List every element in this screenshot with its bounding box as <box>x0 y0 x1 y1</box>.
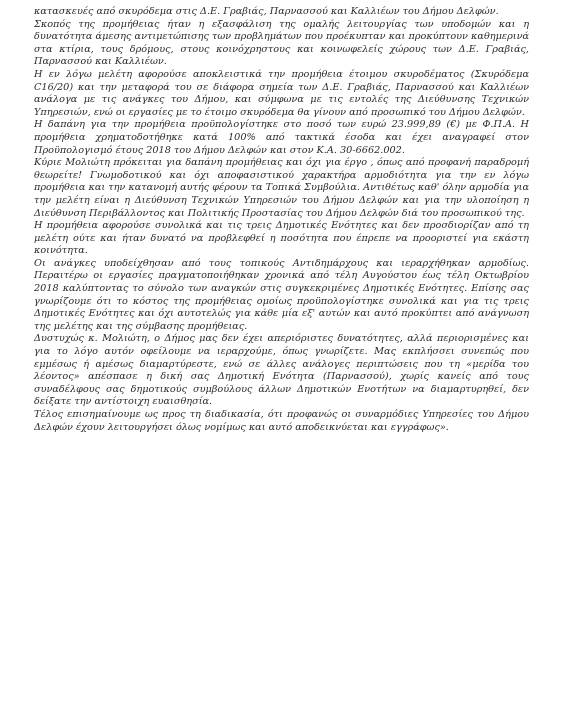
paragraph-allocation: Η προμήθεια αφορούσε συνολικά και τις τρεις Δημοτικές Ενότητες και δεν προσδιορίζαν από τη μελέτη ούτε και ήταν δυνατό να προβλεφθεί η ποσότητα που έπρεπε να προοριστεί για εκάστη κοινότητα. <box>34 220 529 257</box>
document-body <box>34 6 529 434</box>
paragraph-limits: Δυστυχώς κ. Μολιώτη, ο Δήμος μας δεν έχει απεριόριστες δυνατότητες, αλλά περιορισμένες και για το λόγο αυτόν οφείλουμε να ιεραρχούμε, όπως γνωρίζετε. Μας εκπλήσσει συνεπώς που εμμέσως ή αμέσως διαμαρτύρεστε, ενώ σε άλλες ανάλογες περιπτώσεις που τη «μερίδα του λέοντος» απέσπασε η δική σας Δημοτική Ενότητα (Παρνασσού), χωρίς κανείς από τους συναδέλφους σας δημοτικούς συμβούλους άλλων Δημοτικών Ενοτήτων να διαμαρτυρηθεί, δεν δείξατε την αντίστοιχη ευαισθησία. <box>34 333 529 408</box>
paragraph-budget: Η δαπάνη για την προμήθεια προϋπολογίστηκε στο ποσό των ευρώ 23.999,89 (€) με Φ.Π.Α. Η προμήθεια χρηματοδοτήθηκε κατά 100% από τακτικά έσοδα και έχει αναγραφεί στον Προϋπολογισμό έτους 2018 του Δήμου Δελφών και στον Κ.Α. 30-6662.002. <box>34 119 529 156</box>
paragraph-study-scope: Η εν λόγω μελέτη αφορούσε αποκλειστικά την προμήθεια έτοιμου σκυροδέματος (Σκυρόδεμα C16/20) και την μεταφορά του σε διάφορα σημεία των Δ.Ε. Γραβιάς, Παρνασσού και Καλλιέων ανάλογα με τις ανάγκες του Δήμου, και σύμφωνα με τις εντολές της Διεύθυνσης Τεχνικών Υπηρεσιών, ενώ οι εργασίες με το έτοιμο σκυρόδεμα θα γίνουν από προσωπικό του Δήμου Δελφών. <box>34 68 529 118</box>
paragraph-responsibility: Κύριε Μολιώτη πρόκειται για δαπάνη προμήθειας και όχι για έργο , όπως από προφανή παραδρομή θεωρείτε! Γνωμοδοτικού και όχι αποφασιστικού χαρακτήρα αρμοδιότητα για την εν λόγω προμήθεια και την κατανομή αυτής φέρουν τα Τοπικά Συμβούλια. Αντιθέτως καθ' όλην αρμοδία για την μελέτη είναι η Διεύθυνση Τεχνικών Υπηρεσιών του Δήμου Δελφών και για την υλοποίηση η Διεύθυνση Περιβάλλοντος και Πολιτικής Προστασίας του Δήμου Δελφών διά του προσωπικού της. <box>34 157 529 219</box>
paragraph-continuation: κατασκευές από σκυρόδεμα στις Δ.Ε. Γραβιάς, Παρνασσού και Καλλιέων του Δήμου Δελφών. <box>34 6 499 17</box>
paragraph-closing: Τέλος επισημαίνουμε ως προς τη διαδικασία, ότι προφανώς οι συναρμόδιες Υπηρεσίες του Δήμου Δελφών έχουν λειτουργήσει όλως νομίμως και αυτό αποδεικνύεται και εγγράφως». <box>34 409 529 433</box>
paragraph-needs: Οι ανάγκες υποδείχθησαν από τους τοπικούς Αντιδημάρχους και ιεραρχήθηκαν αρμοδίως. Περαιτέρω οι εργασίες πραγματοποιήθηκαν χρονικά από τέλη Αυγούστου έως τέλη Οκτωβρίου 2018 καλύπτοντας το σύνολο των αναγκών στις συγκεκριμένες Δημοτικές Ενότητες. Επίσης σας γνωρίζουμε ότι το κόστος της προμήθειας ομοίως προϋπολογίστηκε συνολικά και για τις τρεις Δημοτικές Ενότητες και όχι αυτοτελώς για κάθε μία εξ' αυτών και αυτό προκύπτει από ανάγνωση της μελέτης και της σύμβασης προμήθειας. <box>34 257 529 332</box>
paragraph-purpose: Σκοπός της προμήθειας ήταν η εξασφάλιση της ομαλής λειτουργίας των υποδομών και η δυνατότητα άμεσης αντιμετώπισης των προβλημάτων που προέκυπταν και προκύπτουν καθημερινά στα κτίρια, τους δρόμους, στους κοινόχρηστους και κοινωφελείς χώρους των Δ.Ε. Γραβιάς, Παρνασσού και Καλλιέων. <box>34 18 529 68</box>
